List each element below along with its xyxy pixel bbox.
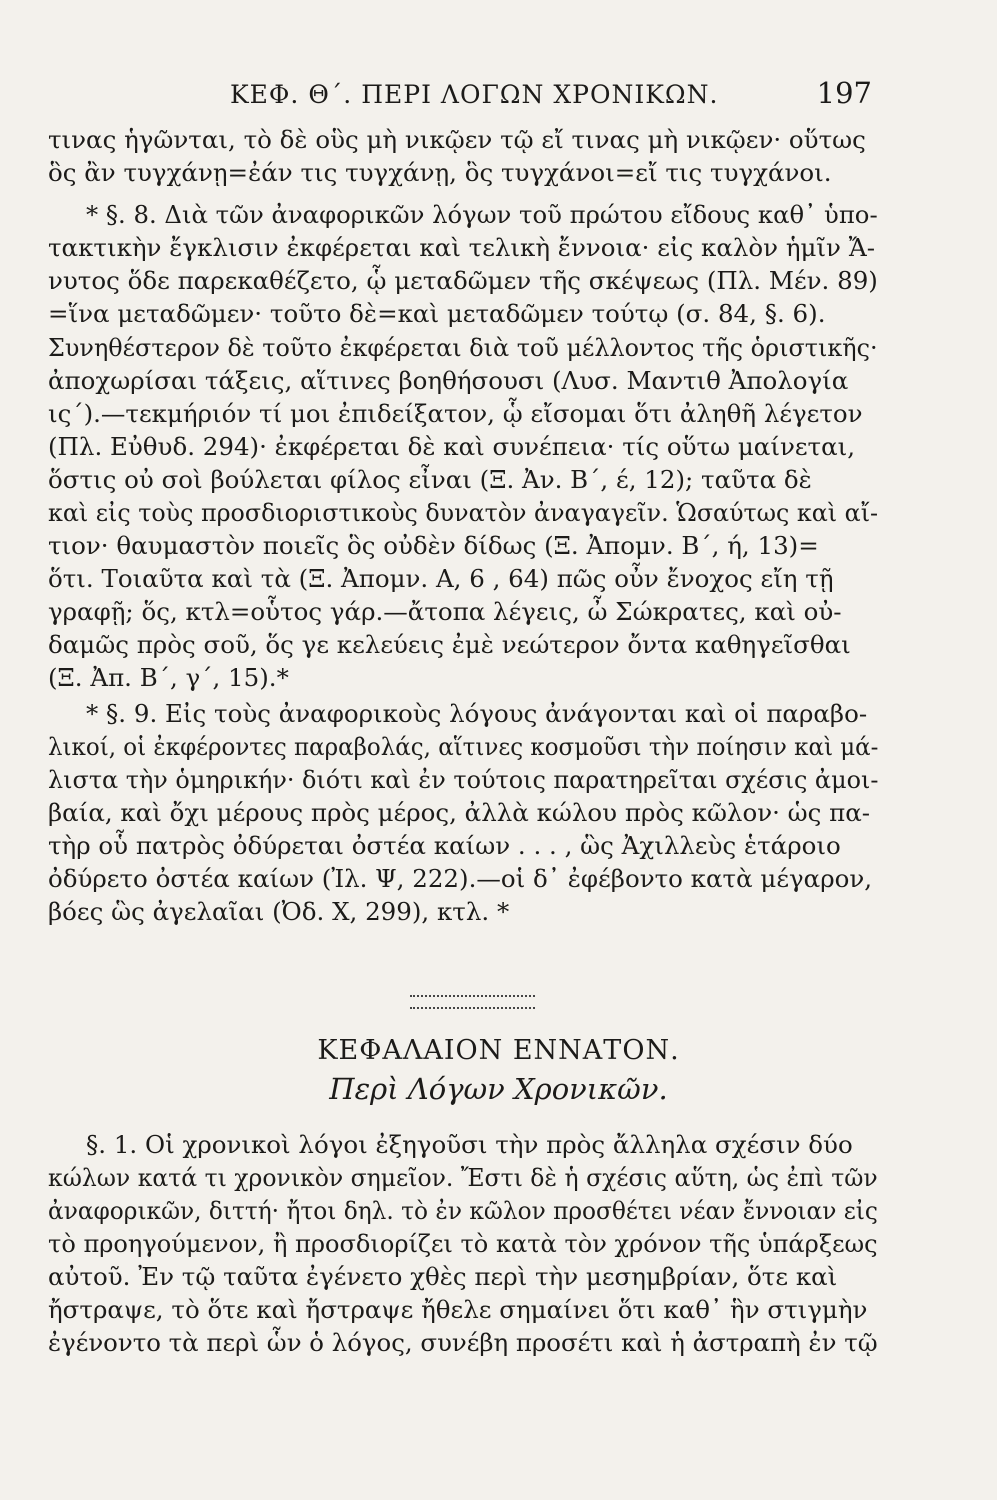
text-line: ἤστραψε, τὸ ὅτε καὶ ἤστραψε ἤθελε σημαίνει ὅτι καθ᾿ ἣν στιγμὴν <box>48 1295 868 1324</box>
text-line: ἐγένοντο τὰ περὶ ὧν ὁ λόγος, συνέβη προσέτι καὶ ἡ ἀστραπὴ ἐν τῷ <box>48 1328 878 1357</box>
text-line: λικοί, οἱ ἐκφέροντες παραβολάς, αἵτινες κοσμοῦσι τὴν ποίησιν καὶ μά- <box>48 732 879 761</box>
chapter-title: ΚΕΦΑΛΑΙΟΝ ΕΝΝΑΤΟΝ. <box>317 1035 680 1066</box>
text-line: ὀδύρετο ὀστέα καίων (Ἰλ. Ψ, 222).—οἱ δ᾿ ἐφέβοντο κατὰ μέγαρον, <box>48 864 873 893</box>
text-line: =ἵνα μεταδῶμεν· τοῦτο δὲ=καὶ μεταδῶμεν τούτῳ (σ. 84, §. 6). <box>48 299 826 328</box>
text-line: βαία, καὶ ὄχι μέρους πρὸς μέρος, ἀλλὰ κώλου πρὸς κῶλον· ὡς πα- <box>48 798 871 827</box>
text-line: (Πλ. Εὐθυδ. 294)· ἐκφέρεται δὲ καὶ συνέπεια· τίς οὕτω μαίνεται, <box>48 432 856 461</box>
text-line: αὐτοῦ. Ἐν τῷ ταῦτα ἐγένετο χθὲς περὶ τὴν μεσημβρίαν, ὅτε καὶ <box>48 1262 838 1291</box>
text-line: γραφῇ; ὅς, κτλ=οὗτος γάρ.—ἄτοπα λέγεις, ὦ Σώκρατες, καὶ οὐ- <box>48 597 842 626</box>
paragraph-8-start: * §. 8. Διὰ τῶν ἀναφορικῶν λόγων τοῦ πρώτου εἴδους καθ᾿ ὑπο- <box>86 200 878 229</box>
paragraph-1-start: §. 1. Οἱ χρονικοὶ λόγοι ἐξηγοῦσι τὴν πρὸς ἄλληλα σχέσιν δύο <box>86 1130 853 1159</box>
running-title: ΚΕΦ. Θ΄. ΠΕΡΙ ΛΟΓΩΝ ΧΡΟΝΙΚΩΝ. <box>230 80 719 109</box>
text-line: ἀναφορικῶν, διττή· ἤτοι δηλ. τὸ ἐν κῶλον προσθέτει νέαν ἔννοιαν εἰς <box>48 1196 878 1225</box>
text-line: ις΄).—τεκμήριόν τί μοι ἐπιδείξατον, ᾧ εἴσομαι ὅτι ἀληθῆ λέγετον <box>48 399 863 428</box>
text-line: ὃς ἂν τυγχάνῃ=ἐάν τις τυγχάνῃ, ὃς τυγχάνοι=εἴ τις τυγχάνοι. <box>48 158 832 187</box>
text-line: τινας ἡγῶνται, τὸ δὲ οὓς μὴ νικῷεν τῷ εἴ τινας μὴ νικῷεν· οὕτως <box>48 125 866 154</box>
text-line: καὶ εἰς τοὺς προσδιοριστικοὺς δυνατὸν ἀναγαγεῖν. Ὡσαύτως καὶ αἴ- <box>48 498 879 527</box>
text-line: ὅτι. Τοιαῦτα καὶ τὰ (Ξ. Ἀπομν. Α, 6 , 64) πῶς οὖν ἔνοχος εἴη τῇ <box>48 564 834 593</box>
text-line: λιστα τὴν ὁμηρικήν· διότι καὶ ἐν τούτοις παρατηρεῖται σχέσις ἀμοι- <box>48 765 879 794</box>
text-line: ἀποχωρίσαι τάξεις, αἵτινες βοηθήσουσι (Λυσ. Μαντιθ Ἀπολογία <box>48 366 849 395</box>
text-line: τὸ προηγούμενον, ἢ προσδιορίζει τὸ κατὰ τὸν χρόνον τῆς ὑπάρξεως <box>48 1229 878 1258</box>
text-line: κώλων κατά τι χρονικὸν σημεῖον. Ἔστι δὲ ἡ σχέσις αὕτη, ὡς ἐπὶ τῶν <box>48 1163 878 1192</box>
text-line: ὅστις οὐ σοὶ βούλεται φίλος εἶναι (Ξ. Ἀν. Β΄, έ, 12); ταῦτα δὲ <box>48 465 812 494</box>
running-header <box>230 76 872 120</box>
chapter-subtitle: Περὶ Λόγων Χρονικῶν. <box>329 1072 668 1106</box>
text-line: Συνηθέστερον δὲ τοῦτο ἐκφέρεται διὰ τοῦ μέλλοντος τῆς ὁριστικῆς· <box>48 333 878 362</box>
text-line: τακτικὴν ἔγκλισιν ἐκφέρεται καὶ τελικὴ ἔννοια· εἰς καλὸν ἡμῖν Ἄ- <box>48 233 875 262</box>
ornamental-separator <box>410 995 535 1009</box>
text-line: (Ξ. Ἀπ. Β΄, γ΄, 15).* <box>48 663 289 692</box>
text-line: δαμῶς πρὸς σοῦ, ὅς γε κελεύεις ἐμὲ νεώτερον ὄντα καθηγεῖσθαι <box>48 630 851 659</box>
text-line: τὴρ οὗ πατρὸς ὀδύρεται ὀστέα καίων . . . , ὣς Ἀχιλλεὺς ἑτάροιο <box>48 831 841 860</box>
page-number: 197 <box>816 76 872 110</box>
paragraph-9-start: * §. 9. Εἰς τοὺς ἀναφορικοὺς λόγους ἀνάγονται καὶ οἱ παραβο- <box>86 699 868 728</box>
text-line: τιον· θαυμαστὸν ποιεῖς ὃς οὐδὲν δίδως (Ξ. Ἀπομν. Β΄, ή, 13)= <box>48 531 819 560</box>
text-line: νυτος ὅδε παρεκαθέζετο, ᾧ μεταδῶμεν τῆς σκέψεως (Πλ. Μέν. 89) <box>48 266 878 295</box>
text-line: βόες ὣς ἀγελαῖαι (Ὀδ. Χ, 299), κτλ. * <box>48 897 510 926</box>
